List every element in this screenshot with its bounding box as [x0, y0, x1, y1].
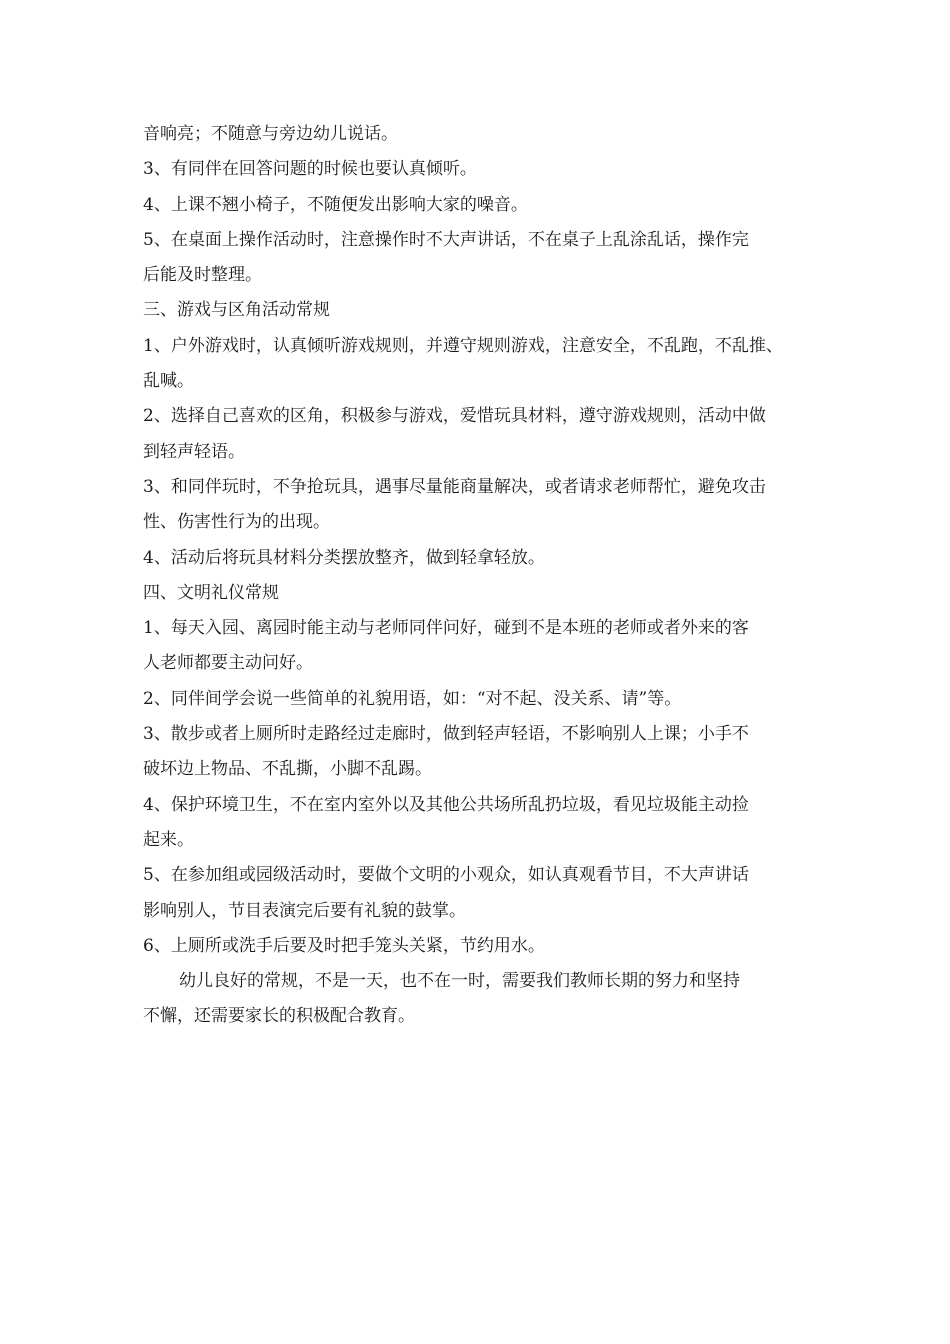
- list-item: 2、选择自己喜欢的区角，积极参与游戏，爱惜玩具材料，遵守游戏规则，活动中做: [143, 406, 766, 427]
- list-item: 1、户外游戏时，认真倾听游戏规则，并遵守规则游戏，注意安全，不乱跑，不乱推、: [143, 335, 783, 356]
- section-heading: 四、文明礼仪常规: [143, 582, 279, 603]
- text-line: 性、伤害性行为的出现。: [143, 512, 330, 533]
- text-line: 音响亮；不随意与旁边幼儿说话。: [143, 124, 398, 144]
- list-item: 5、在桌面上操作活动时，注意操作时不大声讲话，不在桌子上乱涂乱话，操作完: [143, 229, 749, 250]
- section-heading: 三、游戏与区角活动常规: [143, 300, 330, 321]
- text-line: 起来。: [143, 829, 194, 850]
- text-line: 到轻声轻语。: [143, 441, 245, 462]
- list-item: 4、活动后将玩具材料分类摆放整齐，做到轻拿轻放。: [143, 547, 545, 568]
- list-item: 3、和同伴玩时，不争抢玩具，遇事尽量能商量解决，或者请求老师帮忙，避免攻击: [143, 476, 766, 497]
- list-item: 6、上厕所或洗手后要及时把手笼头关紧，节约用水。: [143, 935, 545, 956]
- list-item: 1、每天入园、离园时能主动与老师同伴问好，碰到不是本班的老师或者外来的客: [143, 618, 749, 639]
- list-item: 4、上课不翘小椅子，不随便发出影响大家的噪音。: [143, 194, 528, 215]
- list-item: 3、散步或者上厕所时走路经过走廊时，做到轻声轻语，不影响别人上课；小手不: [143, 724, 749, 745]
- closing-paragraph-line: 幼儿良好的常规，不是一天，也不在一时，需要我们教师长期的努力和坚持: [179, 971, 740, 992]
- list-item: 2、同伴间学会说一些简单的礼貌用语，如：“对不起、没关系、请”等。: [143, 688, 682, 709]
- document-page: [143, 117, 810, 1035]
- text-line: 人老师都要主动问好。: [143, 653, 313, 674]
- text-line: 影响别人，节目表演完后要有礼貌的鼓掌。: [143, 900, 466, 921]
- text-line: 乱喊。: [143, 371, 194, 392]
- closing-paragraph-line: 不懈，还需要家长的积极配合教育。: [143, 1006, 415, 1027]
- list-item: 5、在参加组或园级活动时，要做个文明的小观众，如认真观看节目，不大声讲话: [143, 865, 749, 886]
- list-item: 3、有同伴在回答问题的时候也要认真倾听。: [143, 159, 477, 180]
- list-item: 4、保护环境卫生，不在室内室外以及其他公共场所乱扔垃圾，看见垃圾能主动捡: [143, 794, 749, 815]
- text-line: 破坏边上物品、不乱撕，小脚不乱踢。: [143, 759, 432, 780]
- text-line: 后能及时整理。: [143, 265, 262, 286]
